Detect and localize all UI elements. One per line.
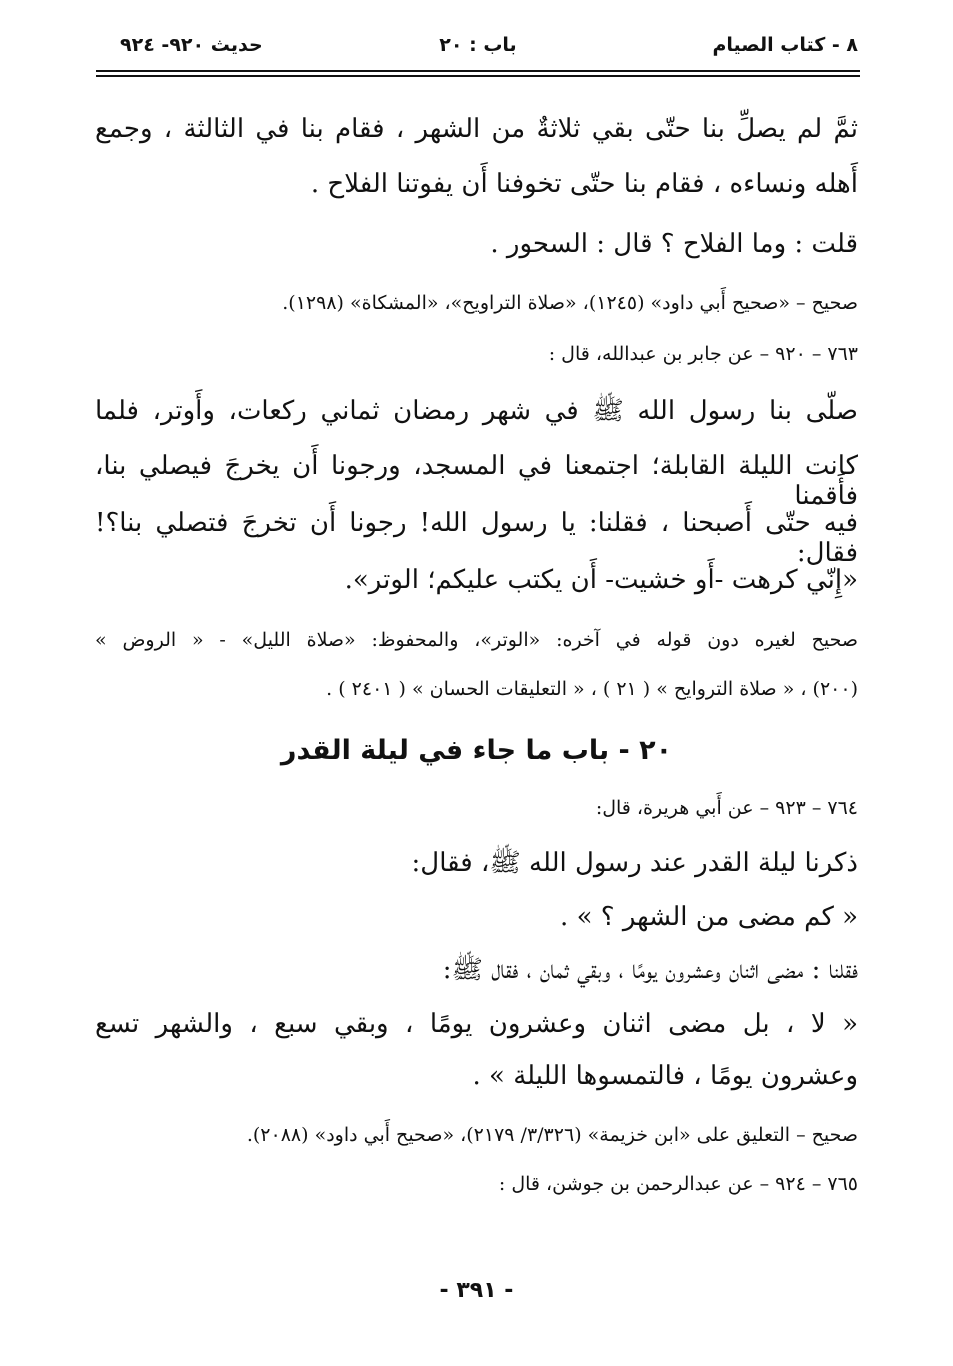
header-rule-top bbox=[96, 70, 860, 72]
hadith-text-line: ثمَّ لم يصلِّ بنا حتّى بقي ثلاثةٌ من الشهر ، فقام بنا في الثالثة ، وجمع bbox=[95, 114, 858, 144]
hadith-number: ٧٦٥ – ٩٢٤ – عن عبدالرحمن بن جوشن، قال : bbox=[498, 1173, 858, 1195]
hadith-text-line: وعشرون يومًا ، فالتمسوها الليلة » . bbox=[472, 1061, 858, 1091]
hadith-text-line: أَهله ونساءه ، فقام بنا حتّى تخوفنا أَن يفوتنا الفلاح . bbox=[310, 169, 858, 199]
hadith-text-line: صلّى بنا رسول الله ﷺ في شهر رمضان ثماني ركعات، وأَوتر، فلما bbox=[95, 396, 858, 426]
grading-note: صحيح – التعليق على «ابن خزيمة» (٣/٣٢٦/ ٢١٧٩)، «صحيح أَبي داود» (٢٠٨٨). bbox=[246, 1124, 858, 1146]
page-number: - ٣٩١ - bbox=[439, 1278, 514, 1303]
hadith-text-line: « كم مضى من الشهر ؟ » . bbox=[560, 902, 858, 932]
running-header bbox=[98, 30, 858, 64]
header-rule-bottom bbox=[96, 75, 860, 77]
hadith-text-line: قلت : وما الفلاح ؟ قال : السحور . bbox=[490, 229, 858, 259]
grading-note: (٢٠٠) ، « صلاة التروايح » ( ٢١ ) ، « التعليقات الحسان » ( ٢٤٠١ ) . bbox=[326, 678, 858, 700]
hadith-range: حديث ٩٢٠- ٩٢٤ bbox=[120, 34, 263, 56]
hadith-text-line: فيه حتّى أَصبحنا ، فقلنا: يا رسول الله! رجونا أَن تخرجَ فتصلي بنا؟! فقال: bbox=[95, 508, 858, 568]
hadith-number: ٧٦٣ – ٩٢٠ – عن جابر بن عبدالله، قال : bbox=[548, 343, 858, 365]
grading-note: صحيح لغيره دون قوله في آخره: «الوتر»، والمحفوظ: «صلاة الليل» - « الروض » bbox=[95, 629, 858, 651]
hadith-text-line: «إِنّي كرهت -أَو خشيت- أَن يكتب عليكم؛ الوتر». bbox=[344, 565, 858, 595]
hadith-text-line: ذكرنا ليلة القدر عند رسول الله ﷺ، فقال: bbox=[411, 848, 858, 878]
chapter-title: ٨ - كتاب الصيام bbox=[712, 34, 858, 56]
hadith-number: ٧٦٤ – ٩٢٣ – عن أَبي هريرة، قال: bbox=[595, 797, 858, 819]
hadith-text-line: كانت الليلة القابلة؛ اجتمعنا في المسجد، ورجونا أَن يخرجَ فيصلي بنا، فأَقمنا bbox=[95, 451, 858, 511]
bab-number: باب : ٢٠ bbox=[439, 34, 517, 56]
hadith-text-line: فقلنا : مضى اثنان وعشرون يومًا ، وبقي ثمان ، فقال ﷺ: bbox=[442, 955, 858, 985]
hadith-text-line: « لا ، بل مضى اثنان وعشرون يومًا ، وبقي سبع ، والشهر تسع bbox=[95, 1009, 858, 1039]
grading-note: صحيح – «صحيح أَبي داود» (١٢٤٥)، «صلاة التراويح»، «المشكاة» (١٢٩٨). bbox=[282, 292, 858, 314]
section-heading: ٢٠ - باب ما جاء في ليلة القدر bbox=[280, 735, 673, 766]
